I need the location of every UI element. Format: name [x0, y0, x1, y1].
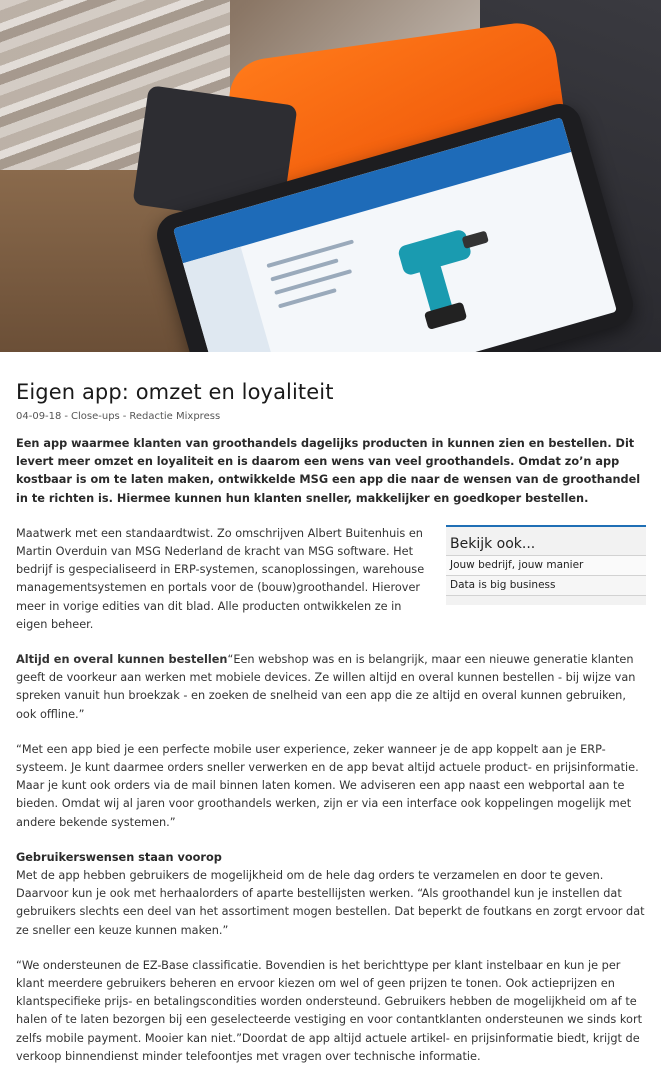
article [16, 378, 646, 1066]
paragraph-2-bold: Altijd en overal kunnen bestellen [16, 653, 228, 667]
article-paragraph-2 [16, 651, 646, 724]
related-box [446, 525, 646, 605]
article-paragraph-5: “We ondersteunen de EZ-Base classificatie. Bovendien is het berichttype per klant instelbaar en kun je per klant meerdere gebruikers beheren en ervoor kiezen om wel of geen prijzen te tonen. Ook actieprijzen en klantspecifieke prijs- en betalingscondities worden ondersteund. Gebruikers hebben de mogelijkheid om af te halen of te laten bezorgen bij een geselecteerde vestiging en voor contantklanten ondersteunen we sinds kort zelfs mobile payment. Mooier kan niet.”Doordat de app altijd actuele artikel- en prijsinformatie biedt, krijgt de verkoop binnendienst minder telefoontjes met vragen over technische informatie. [16, 958, 643, 1063]
meta-separator: - [64, 411, 68, 422]
article-subheading: Gebruikerswensen staan voorop [16, 850, 222, 864]
article-category[interactable]: Close-ups [71, 411, 120, 422]
related-link-2[interactable]: Data is big business [446, 575, 646, 595]
article-lead: Een app waarmee klanten van groothandels dagelijks producten in kunnen zien en bestellen. Dit levert meer omzet en loyaliteit en is daarom een wens van veel groothandels. Omdat zo’n app kostbaar is om te laten maken, ontwikkelde MSG een app die naar de wensen van de groothandel in te richten is. Hiermee kunnen hun klanten sneller, makkelijker en goedkoper bestellen. [16, 437, 641, 505]
article-section-1 [16, 525, 646, 634]
paragraph-2-text: “Een webshop was en is belangrijk, maar een nieuwe generatie klanten geeft de voorkeur aan werken met mobiele devices. Ze willen altijd en overal kunnen bestellen - bij wijze van spreken vanuit hun broekzak - en zoeken de snelheid van een app die ze altijd en overal kunnen gebruiken, ook offline.” [16, 653, 636, 721]
related-heading: Bekijk ook... [450, 535, 536, 552]
article-date: 04-09-18 [16, 411, 62, 422]
article-section-2 [16, 849, 646, 940]
drill-icon [372, 201, 520, 349]
article-title: Eigen app: omzet en loyaliteit [16, 380, 334, 404]
article-meta [16, 410, 646, 424]
meta-separator: - [122, 411, 127, 422]
article-paragraph-1: Maatwerk met een standaardtwist. Zo omschrijven Albert Buitenhuis en Martin Overduin van MSG Nederland de kracht van MSG software. Het bedrijf is gespecialiseerd in ERP-systemen, scanoplossingen, warehouse managementsystemen en portals voor de (bouw)groothandel. Hierover meer in vorige edities van dit blad. Alle producten ontwikkelen ze in eigen beheer. [16, 526, 425, 631]
hero-image [0, 0, 661, 352]
related-box-footer [446, 595, 646, 605]
related-link-1[interactable]: Jouw bedrijf, jouw manier [446, 555, 646, 575]
article-author[interactable]: Redactie Mixpress [129, 411, 221, 422]
article-paragraph-4: Met de app hebben gebruikers de mogelijkheid om de hele dag orders te verzamelen en door te geven. Daarvoor kun je ook met herhaalorders of aparte bestellijsten werken. “Als groothandel kun je instellen dat gebruikers slechts een deel van het assortiment mogen bestellen. Dat beperkt de foutkans en zorgt ervoor dat ze sneller een keuze kunnen maken.” [16, 869, 645, 937]
article-paragraph-3: “Met een app bied je een perfecte mobile user experience, zeker wanneer je de app koppelt aan je ERP-systeem. Je kunt daarmee orders sneller verwerken en de app bevat altijd actuele product- en prijsinformatie. Maar je kunt ook orders via de mail binnen laten komen. We adviseren een app naast een webportal aan te bieden. Omdat wij al jaren voor groothandels werken, zijn er via een interface ook koppelingen mogelijk met andere bekende systemen.” [16, 742, 639, 829]
hero-app-line [266, 239, 354, 268]
